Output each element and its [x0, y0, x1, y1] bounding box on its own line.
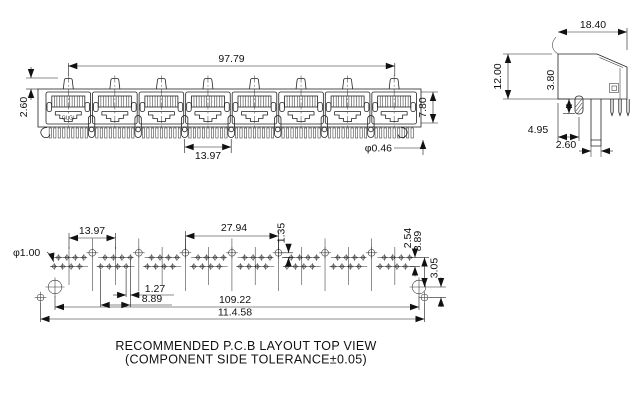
pcb-pin-cluster [97, 247, 135, 285]
solder-pin [393, 128, 395, 138]
solder-pin [96, 128, 98, 138]
solder-pin [304, 128, 306, 138]
pcb-post-hole [366, 239, 378, 292]
latch-slot [178, 103, 183, 112]
solder-pin [258, 128, 260, 138]
board-lock-leg [591, 99, 601, 146]
latch-slot [411, 103, 416, 112]
solder-pin [380, 128, 382, 138]
solder-pin [249, 128, 251, 138]
solder-pin [389, 128, 391, 138]
rj45-port [279, 76, 324, 139]
solder-pin [72, 128, 74, 138]
latch-edge [600, 58, 624, 68]
post-body [275, 116, 281, 138]
dim-pin-span: 8.89 [141, 293, 163, 305]
solder-pin [244, 128, 246, 138]
solder-pin [169, 128, 171, 138]
mounting-post-front [228, 116, 234, 138]
latch-slot [47, 103, 52, 112]
dim-post-offset: 4.95 [527, 124, 549, 136]
post-body [321, 116, 327, 138]
solder-pin [295, 128, 297, 138]
latch-slot [132, 103, 137, 112]
mounting-post-front [275, 116, 281, 138]
rj45-port [372, 76, 417, 139]
solder-pin [207, 128, 209, 138]
post-hole [275, 127, 280, 132]
solder-pin [151, 128, 153, 138]
rj45-port [139, 76, 184, 139]
solder-pin [271, 128, 273, 138]
dim-pin-diameter: φ0.46 [364, 142, 392, 155]
pcb-post-hole [133, 239, 145, 292]
solder-pin [118, 128, 120, 138]
solder-pin [402, 128, 404, 138]
latch-slot [225, 103, 230, 112]
dim-tab-height: 2.60 [18, 96, 30, 118]
solder-pin [351, 128, 353, 138]
ground-finger [41, 128, 50, 138]
solder-pin [240, 128, 242, 138]
pcb-layout-view [13, 222, 446, 322]
dim-height: 12.00 [492, 63, 504, 90]
side-pin [619, 99, 621, 116]
solder-pin [132, 128, 134, 138]
solder-pin [81, 128, 83, 138]
latch-slot [364, 103, 369, 112]
post-hole [136, 127, 141, 132]
post-hatching [576, 100, 583, 115]
front-view-connector [18, 53, 438, 162]
latch-slot [280, 103, 285, 112]
mounting-hole-large [410, 278, 429, 297]
dim-mount-hole-span: 109.22 [218, 294, 252, 306]
solder-pin [147, 128, 149, 138]
post-body [228, 116, 234, 138]
detail-window-inner [612, 86, 617, 91]
mounting-post-front [181, 116, 187, 138]
solder-pin [225, 128, 227, 138]
dim-double-pitch: 27.94 [220, 222, 248, 234]
pcb-pin-cluster [329, 247, 367, 285]
dim-hole-diameter: φ1.00 [13, 247, 41, 259]
latch-slot [233, 103, 238, 112]
solder-pin [220, 128, 222, 138]
rj45-port [46, 76, 91, 139]
dim-leg-width: 2.60 [555, 139, 577, 151]
pcb-pin-cluster [50, 247, 88, 285]
post-hole [89, 127, 94, 132]
latch-slot [187, 103, 192, 112]
brand-logo: GLGI [61, 115, 75, 122]
dim-post-length: 3.80 [545, 69, 557, 91]
solder-pin [211, 128, 213, 138]
latch-slot [326, 103, 331, 112]
dim-depth: 18.40 [579, 19, 607, 31]
solder-pin [333, 128, 335, 138]
solder-pin [114, 128, 116, 138]
side-pin [627, 99, 629, 116]
solder-pin [342, 128, 344, 138]
solder-pin [193, 128, 195, 138]
solder-pin [313, 128, 315, 138]
side-pin [611, 99, 613, 116]
solder-pin [262, 128, 264, 138]
projection-curve [552, 37, 558, 54]
solder-pin [123, 128, 125, 138]
solder-pin [300, 128, 302, 138]
solder-pin [346, 128, 348, 138]
solder-pin [54, 128, 56, 138]
solder-pin [142, 128, 144, 138]
solder-pin [286, 128, 288, 138]
pcb-pin-cluster [190, 247, 228, 285]
rj45-port [325, 76, 370, 139]
solder-pin [165, 128, 167, 138]
solder-pin [235, 128, 237, 138]
solder-pin [85, 128, 87, 138]
leader-arrow [47, 252, 54, 262]
dim-hole-offset: 3.05 [428, 257, 441, 279]
solder-pin [364, 128, 366, 138]
solder-pin [384, 128, 386, 138]
rj45-port [186, 76, 231, 139]
post-body [181, 116, 187, 138]
mounting-post-front [368, 116, 374, 138]
latch-slot [85, 103, 90, 112]
mounting-post-front [321, 116, 327, 138]
solder-pin [360, 128, 362, 138]
solder-pin [216, 128, 218, 138]
post-body [135, 116, 141, 138]
solder-pin [318, 128, 320, 138]
dim-post-row-offset: 1.35 [275, 222, 288, 244]
solder-pin [355, 128, 357, 138]
solder-pin [202, 128, 204, 138]
ground-finger [398, 128, 407, 138]
pcb-post-hole [86, 239, 98, 292]
dim-pcb-pitch: 13.97 [78, 225, 106, 237]
solder-pin [328, 128, 330, 138]
post-hole [322, 127, 327, 132]
solder-pin [109, 128, 111, 138]
extension-line [591, 146, 601, 157]
solder-pin [309, 128, 311, 138]
latch-slot [318, 103, 323, 112]
latch-slot [373, 103, 378, 112]
rj45-port [232, 76, 277, 139]
solder-pin [160, 128, 162, 138]
latch-slot [94, 103, 99, 112]
mounting-post-front [135, 116, 141, 138]
solder-pin [282, 128, 284, 138]
solder-pin [267, 128, 269, 138]
caption-line1: RECOMMENDED P.C.B LAYOUT TOP VIEW [115, 339, 377, 353]
solder-pin [189, 128, 191, 138]
detail-window [610, 84, 619, 93]
post-body [368, 116, 374, 138]
pcb-pin-cluster [376, 247, 414, 285]
solder-pin [67, 128, 69, 138]
post-hole [369, 127, 374, 132]
dim-overall-span: 11.4.58 [217, 306, 253, 319]
pcb-post-hole [319, 239, 331, 292]
solder-pin [174, 128, 176, 138]
solder-pin [58, 128, 60, 138]
dim-body-height: 7.80 [417, 97, 429, 118]
solder-pin [156, 128, 158, 138]
side-view-connector [492, 19, 629, 157]
solder-pin [105, 128, 107, 138]
pcb-post-hole [226, 239, 238, 292]
dim-port-pitch: 13.97 [194, 150, 222, 162]
solder-pin [178, 128, 180, 138]
solder-pin [375, 128, 377, 138]
solder-pin [411, 128, 413, 138]
solder-pin [337, 128, 339, 138]
post-hole [182, 127, 187, 132]
solder-pin [63, 128, 65, 138]
mounting-hole-small [35, 292, 47, 304]
dim-overall-width: 97.79 [218, 53, 245, 65]
dim-row-to-hole: 8.89 [412, 230, 424, 252]
solder-pin [76, 128, 78, 138]
dim-pin-stagger: 1.27 [144, 283, 166, 295]
pcb-pin-cluster [236, 247, 274, 285]
post-hole [229, 127, 234, 132]
dim-row-spacing: 2.54 [402, 227, 414, 249]
solder-pin [291, 128, 293, 138]
latch-slot [140, 103, 145, 112]
solder-pin [127, 128, 129, 138]
caption-line2: (COMPONENT SIDE TOLERANCE±0.05) [125, 352, 367, 367]
pcb-pin-cluster [143, 247, 181, 285]
solder-pin [198, 128, 200, 138]
post-body [88, 116, 94, 138]
rj45-port [93, 76, 138, 139]
solder-pin [253, 128, 255, 138]
mounting-post-front [88, 116, 94, 138]
mounting-hole-large [46, 278, 65, 297]
solder-pin [100, 128, 102, 138]
latch-slot [271, 103, 276, 112]
